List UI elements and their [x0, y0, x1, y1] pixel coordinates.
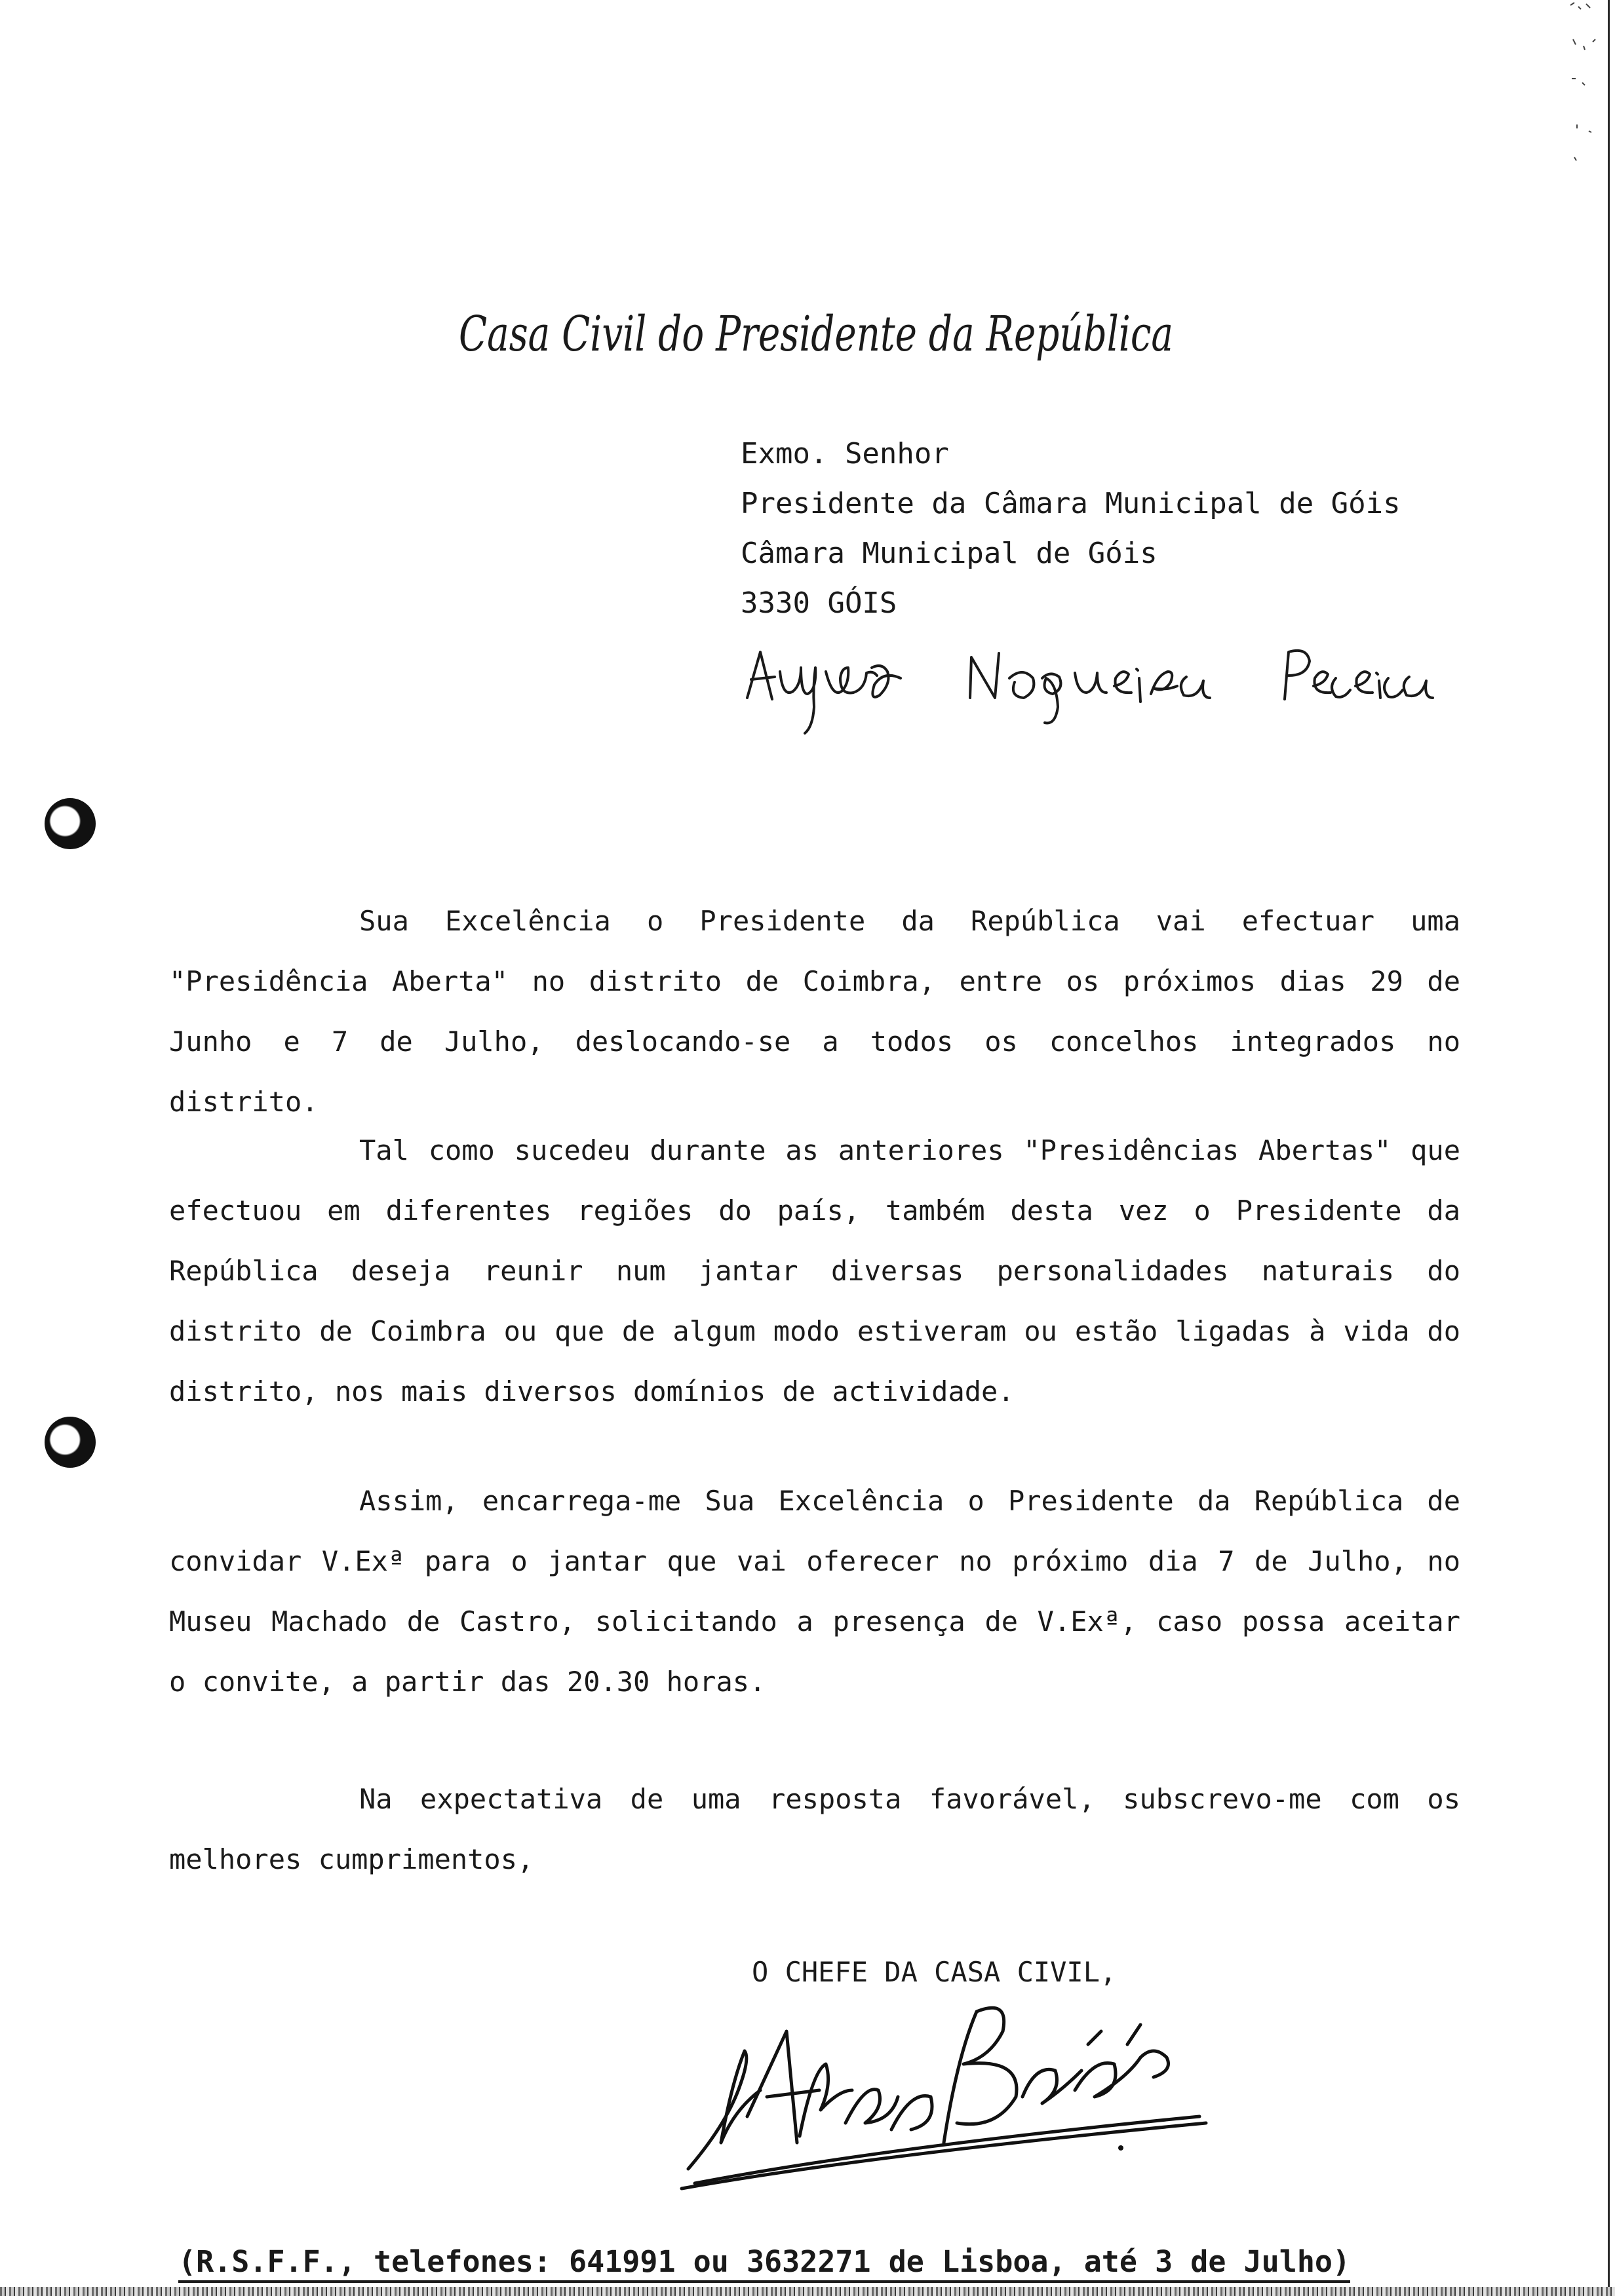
letterhead-text: Casa Civil do Presidente da República [459, 306, 1173, 362]
recipient-handwritten-name [734, 626, 1462, 731]
address-salutation: Exmo. Senhor [741, 437, 949, 470]
body-paragraph-4: Na expectativa de uma resposta favorável, subscrevo-me com os melhores cumprimentos, [169, 1783, 1460, 1875]
letterhead [459, 292, 1180, 370]
body-paragraph-1: Sua Excelência o Presidente da República vai efectuar uma "Presidência Aberta" no distrito de Coimbra, entre os próximos dias 29 de Junho e 7 de Julho, deslocando-se a todos os concelhos integrados no distrito. [169, 905, 1460, 1118]
address-recipient-title: Presidente da Câmara Municipal de Góis [741, 487, 1401, 520]
body-paragraph-2: Tal como sucedeu durante as anteriores "Presidências Abertas" que efectuou em diferentes regiões do país, também desta vez o Presidente da República deseja reunir num jantar diversas personalidades naturais do distrito de Coimbra ou que de algum modo estiveram ou estão ligadas à vida do distrito, nos mais diversos domínios de actividade. [169, 1134, 1460, 1407]
scan-bottom-strip [0, 2287, 1615, 2296]
punch-hole-lower [45, 1417, 96, 1468]
punch-hole-upper [45, 798, 96, 849]
footer-rsvp-note: (R.S.F.F., telefones: 641991 ou 3632271 de Lisboa, até 3 de Julho) [178, 2244, 1350, 2283]
recipient-address [741, 429, 1462, 628]
body-paragraph-3: Assim, encarrega-me Sua Excelência o Presidente da República de convidar V.Exª para o jantar que vai oferecer no próximo dia 7 de Julho, no Museu Machado de Castro, solicitando a presença de V.Exª, caso possa aceitar o convite, a partir das 20.30 horas. [169, 1485, 1460, 1698]
page-right-edge [1608, 0, 1610, 2296]
chief-signature [669, 1992, 1226, 2202]
address-organization: Câmara Municipal de Góis [741, 537, 1158, 570]
address-postal-city: 3330 GÓIS [741, 586, 897, 620]
scan-margin-marks [1564, 0, 1603, 170]
closing-title: O CHEFE DA CASA CIVIL, [752, 1956, 1117, 1988]
